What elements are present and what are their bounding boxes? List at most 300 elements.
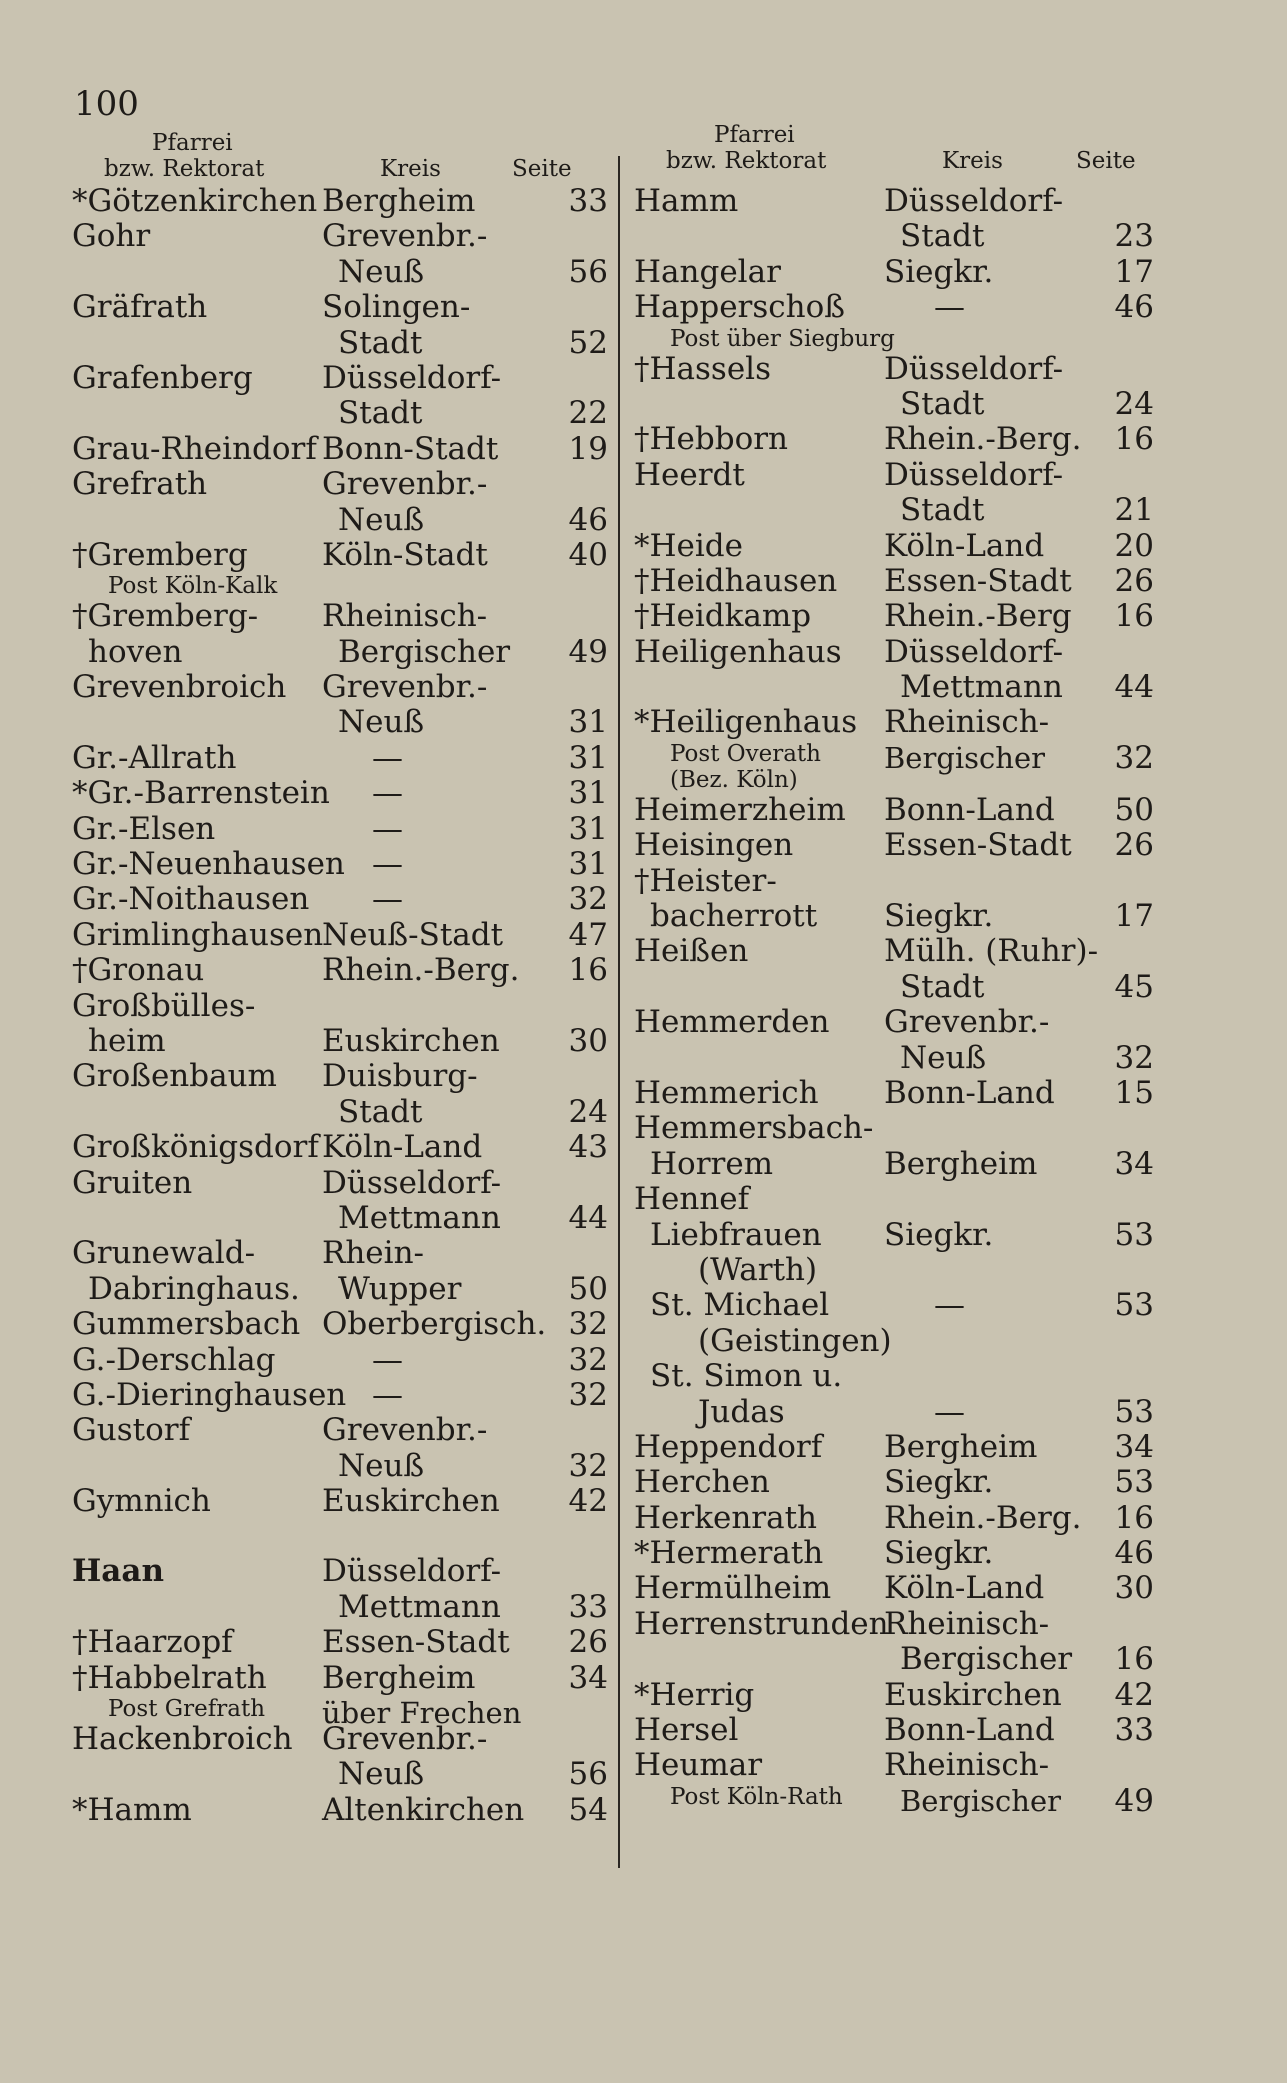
right-column [634, 108, 1154, 1819]
entry-row [72, 219, 612, 254]
entry-row [634, 1076, 1154, 1111]
entry-district: Bonn-Land [884, 1074, 1055, 1111]
entry-parish: Post Köln-Kalk [108, 573, 278, 600]
entry-row [634, 1147, 1154, 1182]
entry-parish: Happerschoß [634, 289, 845, 326]
entry-page: 54 [568, 1791, 608, 1828]
entry-row [72, 1413, 612, 1448]
entry-parish: St. Michael [650, 1287, 830, 1324]
entry-page: 31 [568, 775, 608, 812]
entry-parish: heim [88, 1022, 166, 1059]
entry-district: Mettmann [338, 1199, 501, 1236]
entry-district: Rhein.-Berg. [884, 1499, 1082, 1536]
entry-row [634, 1395, 1154, 1430]
entry-district: — [372, 1376, 403, 1413]
entry-parish: Herkenrath [634, 1499, 818, 1536]
entry-list [72, 184, 612, 1828]
entry-parish: *Gr.-Barrenstein [72, 775, 330, 812]
entry-row [634, 1218, 1154, 1253]
entry-district: Düsseldorf- [884, 456, 1064, 493]
entry-parish: Grunewald- [72, 1235, 256, 1272]
entry-district: Stadt [338, 395, 423, 432]
entry-parish: *Hamm [72, 1791, 192, 1828]
entry-district: Düsseldorf- [322, 1164, 502, 1201]
entry-row [634, 529, 1154, 564]
entry-page: 26 [1114, 827, 1154, 864]
entry-page: 26 [568, 1624, 608, 1661]
entry-parish: Post Overath [670, 740, 821, 767]
entry-row [634, 1005, 1154, 1040]
entry-parish: Post Grefrath [108, 1696, 266, 1723]
entry-parish: Hersel [634, 1712, 739, 1749]
header-pfarrei: Pfarrei [714, 122, 795, 148]
entry-row [72, 1024, 612, 1059]
entry-row [72, 1722, 612, 1757]
entry-page: 50 [568, 1270, 608, 1307]
entry-parish: G.-Derschlag [72, 1341, 276, 1378]
entry-district: Neuß [338, 253, 425, 290]
entry-page: 22 [568, 395, 608, 432]
header-kreis: Kreis [942, 148, 1003, 174]
entry-row [72, 1449, 612, 1484]
entry-row [72, 467, 612, 502]
entry-district: Stadt [900, 385, 985, 422]
entry-row [634, 1536, 1154, 1571]
entry-parish: Heumar [634, 1747, 763, 1784]
entry-row [634, 387, 1154, 422]
entry-row [72, 326, 612, 361]
entry-parish: Großbülles- [72, 987, 256, 1024]
entry-parish: Gr.-Allrath [72, 739, 237, 776]
entry-row [634, 1642, 1154, 1677]
header-rektorat: bzw. Rektorat [104, 156, 265, 182]
entry-row [634, 1782, 1154, 1819]
entry-district: — [372, 881, 403, 918]
entry-district: Rheinisch- [884, 1747, 1050, 1784]
entry-row [634, 739, 1154, 776]
entry-district: Bergischer [900, 1783, 1062, 1818]
entry-page: 24 [1114, 385, 1154, 422]
entry-row [72, 1625, 612, 1660]
entry-row [634, 899, 1154, 934]
entry-district: Köln-Land [884, 1570, 1045, 1607]
entry-page: 32 [568, 1341, 608, 1378]
entry-parish: Gymnich [72, 1483, 211, 1520]
entry-row [72, 1590, 612, 1625]
entry-row [634, 1501, 1154, 1536]
entry-row [634, 493, 1154, 528]
entry-district: Düsseldorf- [322, 359, 502, 396]
entry-row [634, 864, 1154, 899]
entry-page: 16 [1114, 1641, 1154, 1678]
entry-district: Bergischer [900, 1641, 1073, 1678]
entry-district: Düsseldorf- [884, 633, 1064, 670]
entry-parish: G.-Dieringhausen [72, 1376, 347, 1413]
entry-district: Stadt [900, 218, 985, 255]
entry-row [72, 1484, 612, 1519]
entry-row [72, 1095, 612, 1130]
entry-district: Wupper [338, 1270, 462, 1307]
entry-page: 49 [568, 633, 608, 670]
entry-row [634, 767, 1154, 793]
entry-parish: Herrenstrunden [634, 1605, 889, 1642]
entry-parish: Gr.-Noithausen [72, 881, 310, 918]
entry-page: 53 [1114, 1287, 1154, 1324]
entry-parish: Gr.-Neuenhausen [72, 846, 345, 883]
entry-page: 53 [1114, 1216, 1154, 1253]
entry-page: 21 [1114, 492, 1154, 529]
entry-parish: Gustorf [72, 1412, 191, 1449]
entry-parish: Gruiten [72, 1164, 193, 1201]
entry-district: Bonn-Land [884, 1712, 1055, 1749]
entry-page: 53 [1114, 1464, 1154, 1501]
entry-row [634, 1571, 1154, 1606]
entry-row [72, 705, 612, 740]
entry-page: 46 [1114, 289, 1154, 326]
entry-row [72, 670, 612, 705]
entry-district: Euskirchen [884, 1676, 1062, 1713]
entry-page: 32 [568, 881, 608, 918]
entry-district: Stadt [900, 968, 985, 1005]
entry-page: 52 [568, 324, 608, 361]
entry-row [72, 184, 612, 219]
entry-district: Duisburg- [322, 1058, 478, 1095]
column-header [634, 108, 1154, 184]
entry-row [72, 989, 612, 1024]
entry-page: 56 [568, 1756, 608, 1793]
entry-parish: *Herrig [634, 1676, 755, 1713]
entry-row [72, 599, 612, 634]
entry-page: 32 [568, 1447, 608, 1484]
left-column [72, 108, 612, 1828]
entry-row [72, 776, 612, 811]
entry-district: — [934, 1393, 965, 1430]
entry-parish: Grimlinghausen [72, 916, 324, 953]
entry-row [634, 1324, 1154, 1359]
column-divider [618, 156, 620, 1868]
entry-page: 31 [568, 810, 608, 847]
entry-district: — [372, 775, 403, 812]
entry-parish: *Heiligenhaus [634, 704, 858, 741]
entry-row [72, 503, 612, 538]
entry-page: 40 [568, 536, 608, 573]
entry-district: Stadt [338, 1093, 423, 1130]
entry-district: Siegkr. [884, 1535, 994, 1572]
entry-parish: bacherrott [650, 898, 818, 935]
entry-page: 43 [568, 1129, 608, 1166]
entry-page: 46 [568, 501, 608, 538]
entry-district: Essen-Stadt [322, 1624, 510, 1661]
entry-district: Neuß [338, 501, 425, 538]
entry-parish: Hackenbroich [72, 1721, 293, 1758]
entry-page: 47 [568, 916, 608, 953]
entry-district: Rheinisch- [322, 598, 488, 635]
entry-district: Bergischer [338, 633, 511, 670]
entry-page: 32 [568, 1376, 608, 1413]
entry-row [634, 422, 1154, 457]
entry-row [634, 326, 1154, 352]
entry-row [634, 290, 1154, 325]
entry-row [72, 918, 612, 953]
entry-parish: Hamm [634, 183, 739, 219]
entry-row [72, 1272, 612, 1307]
entry-page: 42 [568, 1483, 608, 1520]
entry-page: 30 [1114, 1570, 1154, 1607]
entry-district: Rhein- [322, 1235, 425, 1272]
entry-district: Bonn-Stadt [322, 430, 499, 467]
entry-page: 32 [1114, 1039, 1154, 1076]
entry-district: Siegkr. [884, 1464, 994, 1501]
entry-parish: Hemmersbach- [634, 1110, 874, 1147]
entry-parish: Großenbaum [72, 1058, 277, 1095]
entry-page: 31 [568, 846, 608, 883]
entry-page: 50 [1114, 791, 1154, 828]
entry-page: 42 [1114, 1676, 1154, 1713]
entry-parish: †Gremberg [72, 536, 248, 573]
entry-page: 34 [1114, 1428, 1154, 1465]
entry-district: Stadt [338, 324, 423, 361]
entry-parish: Hennef [634, 1181, 750, 1218]
entry-parish: Gohr [72, 218, 151, 255]
entry-district: Grevenbr.- [322, 466, 488, 503]
entry-page: 56 [568, 253, 608, 290]
entry-parish: Grau-Rheindorf [72, 430, 317, 467]
entry-parish: Liebfrauen [650, 1216, 822, 1253]
entry-row [72, 1378, 612, 1413]
entry-row [72, 635, 612, 670]
entry-row [634, 1288, 1154, 1323]
entry-parish: (Warth) [698, 1251, 818, 1288]
entry-row [72, 741, 612, 776]
entry-district: — [934, 289, 965, 326]
entry-district: Neuß [338, 1756, 425, 1793]
entry-row [72, 1201, 612, 1236]
entry-district: Düsseldorf- [322, 1553, 502, 1590]
entry-list [634, 183, 1154, 1819]
entry-row [72, 290, 612, 325]
entry-row [634, 184, 1154, 219]
entry-parish: Gräfrath [72, 289, 208, 326]
entry-page: 31 [568, 704, 608, 741]
entry-page: 16 [1114, 421, 1154, 458]
entry-parish: (Bez. Köln) [670, 766, 798, 793]
entry-page: 16 [1114, 598, 1154, 635]
entry-row [634, 1041, 1154, 1076]
entry-district: Bergheim [884, 1145, 1038, 1182]
entry-parish: †Hassels [634, 350, 772, 387]
entry-row [72, 1757, 612, 1792]
entry-page: 32 [1114, 739, 1154, 776]
entry-page: 46 [1114, 1535, 1154, 1572]
entry-parish: †Heidkamp [634, 598, 812, 635]
entry-row [634, 1359, 1154, 1394]
entry-row [72, 1236, 612, 1271]
entry-row [634, 1430, 1154, 1465]
entry-parish: hoven [88, 633, 183, 670]
entry-row [634, 1748, 1154, 1783]
entry-district: Mülh. (Ruhr)- [884, 933, 1099, 970]
entry-page: 33 [568, 183, 608, 219]
entry-row [72, 1307, 612, 1342]
entry-district: Euskirchen [322, 1483, 500, 1520]
entry-parish: Heisingen [634, 827, 794, 864]
entry-parish: Judas [698, 1393, 785, 1430]
header-rektorat: bzw. Rektorat [666, 148, 827, 174]
entry-parish: Post über Siegburg [670, 325, 895, 352]
entry-row [634, 219, 1154, 254]
entry-row [634, 1607, 1154, 1642]
entry-district: Köln-Land [884, 527, 1045, 564]
entry-row [634, 1713, 1154, 1748]
entry-district: Altenkirchen [322, 1791, 525, 1828]
entry-district: Bergischer [884, 740, 1046, 775]
entry-row [634, 934, 1154, 969]
entry-row [72, 1696, 612, 1731]
entry-row [72, 432, 612, 467]
entry-parish: †Habbelrath [72, 1659, 267, 1696]
entry-district: Neuß-Stadt [322, 916, 504, 953]
entry-page: 31 [568, 739, 608, 776]
entry-district: Stadt [900, 492, 985, 529]
entry-page: 45 [1114, 968, 1154, 1005]
entry-row [72, 882, 612, 917]
entry-district: Bergheim [884, 1428, 1038, 1465]
entry-page: 32 [568, 1306, 608, 1343]
entry-row [634, 1465, 1154, 1500]
entry-row [634, 1182, 1154, 1217]
entry-row [72, 361, 612, 396]
entry-row [634, 352, 1154, 387]
entry-district: Rhein.-Berg. [322, 952, 520, 989]
entry-page: 33 [568, 1588, 608, 1625]
entry-page: 44 [1114, 669, 1154, 706]
header-kreis: Kreis [380, 156, 441, 182]
entry-district: über Frechen [322, 1696, 522, 1731]
entry-parish: Hemmerden [634, 1004, 830, 1041]
entry-row [72, 538, 612, 573]
entry-parish: (Geistingen) [698, 1322, 892, 1359]
entry-parish: Hemmerich [634, 1074, 819, 1111]
entry-parish: Heppendorf [634, 1428, 823, 1465]
entry-district: — [372, 739, 403, 776]
entry-district: Bergheim [322, 183, 476, 219]
entry-district: Neuß [900, 1039, 987, 1076]
entry-row [72, 812, 612, 847]
entry-parish: †Gremberg- [72, 598, 259, 635]
entry-page: 34 [568, 1659, 608, 1696]
entry-row [72, 1661, 612, 1696]
entry-parish: Dabringhaus. [88, 1270, 300, 1307]
entry-district: Rheinisch- [884, 1605, 1050, 1642]
entry-page: 49 [1114, 1782, 1154, 1819]
entry-row [634, 599, 1154, 634]
entry-parish: †Heister- [634, 862, 777, 899]
entry-district: — [372, 1341, 403, 1378]
entry-page: 53 [1114, 1393, 1154, 1430]
entry-page: 26 [1114, 562, 1154, 599]
entry-parish: Herchen [634, 1464, 770, 1501]
entry-parish: Heimerzheim [634, 791, 846, 828]
entry-row [634, 458, 1154, 493]
entry-district: Mettmann [900, 669, 1063, 706]
entry-district: Bonn-Land [884, 791, 1055, 828]
entry-row [72, 1130, 612, 1165]
entry-page: 34 [1114, 1145, 1154, 1182]
entry-row [634, 635, 1154, 670]
entry-page: 30 [568, 1022, 608, 1059]
entry-parish: Grafenberg [72, 359, 253, 396]
entry-parish: Gummersbach [72, 1306, 301, 1343]
entry-row [72, 573, 612, 599]
header-seite: Seite [1076, 148, 1136, 174]
entry-district: Düsseldorf- [884, 350, 1064, 387]
entry-district: Solingen- [322, 289, 471, 326]
entry-parish: Grefrath [72, 466, 208, 503]
entry-parish: Post Köln-Rath [670, 1783, 843, 1810]
entry-parish: *Götzenkirchen [72, 183, 318, 219]
header-seite: Seite [512, 156, 572, 182]
entry-parish: Gr.-Elsen [72, 810, 216, 847]
entry-row [72, 847, 612, 882]
entry-page: 33 [1114, 1712, 1154, 1749]
entry-district: Köln-Stadt [322, 536, 488, 573]
entry-page: 16 [568, 952, 608, 989]
entry-district: Oberbergisch. [322, 1306, 547, 1343]
entry-row [72, 1793, 612, 1828]
entry-parish: Heißen [634, 933, 749, 970]
entry-district: Rhein.-Berg [884, 598, 1072, 635]
entry-district: Grevenbr.- [884, 1004, 1050, 1041]
entry-district: Essen-Stadt [884, 562, 1072, 599]
entry-district: Grevenbr.- [322, 218, 488, 255]
entry-parish: Heerdt [634, 456, 745, 493]
entry-row [634, 970, 1154, 1005]
entry-page: 17 [1114, 898, 1154, 935]
entry-district: — [934, 1287, 965, 1324]
entry-district: Euskirchen [322, 1022, 500, 1059]
entry-parish: *Heide [634, 527, 743, 564]
entry-row [634, 564, 1154, 599]
entry-district: Bergheim [322, 1659, 476, 1696]
column-header [72, 108, 612, 184]
entry-district: Köln-Land [322, 1129, 483, 1166]
header-pfarrei: Pfarrei [152, 130, 233, 156]
entry-parish: †Gronau [72, 952, 205, 989]
entry-row [634, 793, 1154, 828]
entry-district: Neuß [338, 1447, 425, 1484]
entry-district: Grevenbr.- [322, 1721, 488, 1758]
entry-row [72, 1166, 612, 1201]
entry-row [634, 828, 1154, 863]
entry-page: 15 [1114, 1074, 1154, 1111]
entry-row [634, 705, 1154, 740]
entry-row [72, 1554, 612, 1589]
entry-row [72, 1343, 612, 1378]
entry-district: Siegkr. [884, 1216, 994, 1253]
entry-page: 19 [568, 430, 608, 467]
entry-row [72, 396, 612, 431]
entry-row [634, 255, 1154, 290]
entry-row [634, 670, 1154, 705]
entry-district: Mettmann [338, 1588, 501, 1625]
entry-page: 16 [1114, 1499, 1154, 1536]
entry-parish: Hermülheim [634, 1570, 832, 1607]
entry-parish: Haan [72, 1553, 165, 1590]
entry-parish: Großkönigsdorf [72, 1129, 319, 1166]
entry-page: 20 [1114, 527, 1154, 564]
entry-district: Düsseldorf- [884, 183, 1064, 219]
entry-row [634, 1253, 1154, 1288]
